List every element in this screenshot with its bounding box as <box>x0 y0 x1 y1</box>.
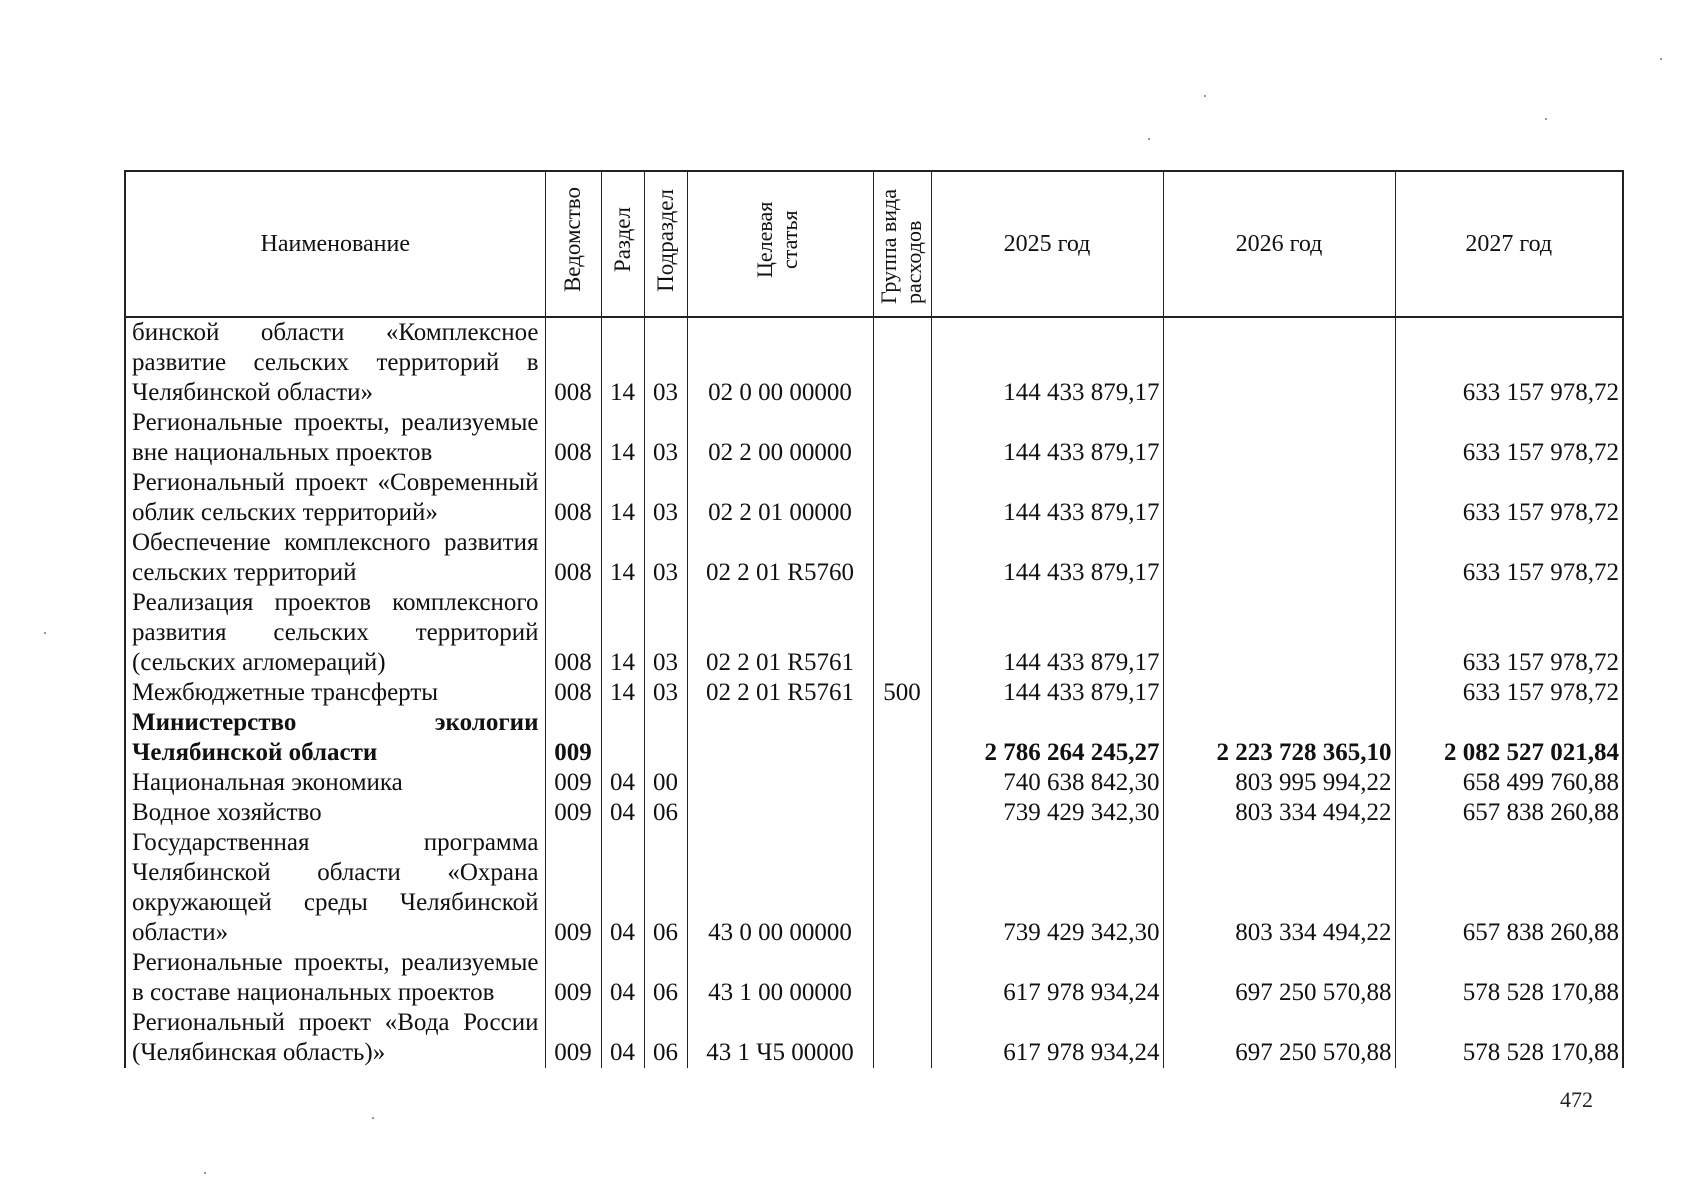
scan-speck <box>44 632 46 634</box>
row-name: Региональный проект «Вода России (Челябинская область)» <box>125 1008 545 1068</box>
row-expense-group-code <box>873 798 931 828</box>
row-amount-2027: 578 528 170,88 <box>1395 1008 1623 1068</box>
row-expense-group-code <box>873 828 931 948</box>
row-section-code: 14 <box>601 588 644 678</box>
row-section-code: 14 <box>601 678 644 708</box>
row-section-code: 04 <box>601 768 644 798</box>
row-target-item-code: 43 1 Ч5 00000 <box>687 1008 873 1068</box>
row-amount-2025: 740 638 842,30 <box>931 768 1163 798</box>
row-amount-2026 <box>1163 408 1395 468</box>
row-expense-group-code <box>873 768 931 798</box>
row-amount-2026: 803 334 494,22 <box>1163 798 1395 828</box>
row-department-code: 009 <box>545 1008 601 1068</box>
table-row <box>125 1008 1623 1068</box>
row-expense-group-code <box>873 408 931 468</box>
header-name-label: Наименование <box>260 231 411 257</box>
row-amount-2026: 697 250 570,88 <box>1163 1008 1395 1068</box>
row-name: Национальная экономика <box>125 768 545 798</box>
row-target-item-code: 02 2 01 R5761 <box>687 588 873 678</box>
row-amount-2025: 144 433 879,17 <box>931 317 1163 408</box>
table-body <box>125 317 1623 1068</box>
row-amount-2025: 739 429 342,30 <box>931 828 1163 948</box>
row-name: бинской области «Комплексное развитие сельских территорий в Челябинской области» <box>125 317 545 408</box>
row-section-code <box>601 708 644 768</box>
row-amount-2026 <box>1163 317 1395 408</box>
row-expense-group-code <box>873 317 931 408</box>
row-section-code: 04 <box>601 1008 644 1068</box>
row-amount-2027: 633 157 978,72 <box>1395 528 1623 588</box>
row-amount-2026: 803 995 994,22 <box>1163 768 1395 798</box>
row-section-code: 14 <box>601 468 644 528</box>
row-expense-group-code <box>873 708 931 768</box>
row-target-item-code <box>687 708 873 768</box>
table-header <box>125 171 1623 317</box>
header-target-item-label: Целевая статья <box>752 201 802 279</box>
row-subsection-code: 06 <box>644 948 687 1008</box>
row-amount-2025: 144 433 879,17 <box>931 408 1163 468</box>
row-target-item-code: 02 0 00 00000 <box>687 317 873 408</box>
row-department-code: 008 <box>545 678 601 708</box>
row-department-code: 008 <box>545 317 601 408</box>
row-name: Реализация проектов комплексного развития сельских территорий (сельских агломераций) <box>125 588 545 678</box>
row-amount-2025: 617 978 934,24 <box>931 948 1163 1008</box>
row-name: Региональные проекты, реализуемые в составе национальных проектов <box>125 948 545 1008</box>
row-subsection-code: 03 <box>644 468 687 528</box>
scan-speck <box>1545 118 1547 120</box>
row-subsection-code: 06 <box>644 828 687 948</box>
row-expense-group-code <box>873 588 931 678</box>
row-amount-2026 <box>1163 528 1395 588</box>
row-department-code: 009 <box>545 828 601 948</box>
header-year-2025 <box>931 171 1163 317</box>
header-year-2027-label: 2027 год <box>1465 231 1553 257</box>
scan-speck <box>1204 95 1206 97</box>
header-year-2026-label: 2026 год <box>1235 231 1323 257</box>
row-target-item-code: 02 2 01 R5761 <box>687 678 873 708</box>
table-row <box>125 317 1623 408</box>
scan-speck <box>1148 138 1150 140</box>
row-name: Межбюджетные трансферты <box>125 678 545 708</box>
row-amount-2027: 578 528 170,88 <box>1395 948 1623 1008</box>
header-year-2025-label: 2025 год <box>1003 231 1091 257</box>
row-amount-2027: 633 157 978,72 <box>1395 317 1623 408</box>
row-amount-2026: 697 250 570,88 <box>1163 948 1395 1008</box>
row-amount-2025: 617 978 934,24 <box>931 1008 1163 1068</box>
row-section-code: 14 <box>601 528 644 588</box>
header-section-label: Раздел <box>609 207 635 273</box>
row-amount-2026 <box>1163 468 1395 528</box>
header-expense-group <box>873 171 931 317</box>
row-target-item-code: 02 2 01 00000 <box>687 468 873 528</box>
row-subsection-code: 03 <box>644 678 687 708</box>
row-expense-group-code: 500 <box>873 678 931 708</box>
row-section-code: 14 <box>601 317 644 408</box>
header-year-2026 <box>1163 171 1395 317</box>
row-amount-2026 <box>1163 588 1395 678</box>
row-target-item-code <box>687 768 873 798</box>
row-amount-2025: 2 786 264 245,27 <box>931 708 1163 768</box>
row-department-code: 008 <box>545 528 601 588</box>
row-name: Водное хозяйство <box>125 798 545 828</box>
row-amount-2027: 657 838 260,88 <box>1395 828 1623 948</box>
row-subsection-code: 03 <box>644 317 687 408</box>
row-target-item-code: 02 2 00 00000 <box>687 408 873 468</box>
header-department <box>545 171 601 317</box>
header-subsection-label: Подраздел <box>652 188 678 292</box>
row-amount-2025: 144 433 879,17 <box>931 678 1163 708</box>
row-amount-2027: 633 157 978,72 <box>1395 468 1623 528</box>
row-department-code: 009 <box>545 708 601 768</box>
row-section-code: 14 <box>601 408 644 468</box>
table-row <box>125 588 1623 678</box>
row-subsection-code: 00 <box>644 768 687 798</box>
table-row <box>125 798 1623 828</box>
header-subsection <box>644 171 687 317</box>
row-amount-2027: 633 157 978,72 <box>1395 678 1623 708</box>
row-amount-2026 <box>1163 678 1395 708</box>
budget-table <box>124 170 1624 1068</box>
row-department-code: 008 <box>545 408 601 468</box>
table-row <box>125 468 1623 528</box>
row-target-item-code: 43 0 00 00000 <box>687 828 873 948</box>
row-amount-2025: 144 433 879,17 <box>931 588 1163 678</box>
row-department-code: 009 <box>545 768 601 798</box>
row-amount-2025: 739 429 342,30 <box>931 798 1163 828</box>
row-subsection-code <box>644 708 687 768</box>
row-section-code: 04 <box>601 828 644 948</box>
table-row <box>125 678 1623 708</box>
header-department-label: Ведомство <box>560 187 585 293</box>
row-department-code: 009 <box>545 948 601 1008</box>
row-subsection-code: 03 <box>644 588 687 678</box>
row-subsection-code: 06 <box>644 798 687 828</box>
row-target-item-code: 43 1 00 00000 <box>687 948 873 1008</box>
row-amount-2026: 803 334 494,22 <box>1163 828 1395 948</box>
row-amount-2025: 144 433 879,17 <box>931 528 1163 588</box>
row-target-item-code <box>687 798 873 828</box>
header-expense-group-label: Группа вида расходов <box>876 189 926 304</box>
row-department-code: 008 <box>545 588 601 678</box>
row-name: Региональные проекты, реализуемые вне национальных проектов <box>125 408 545 468</box>
row-name: Министерство экологии Челябинской области <box>125 708 545 768</box>
row-name: Региональный проект «Современный облик сельских территорий» <box>125 468 545 528</box>
row-amount-2025: 144 433 879,17 <box>931 468 1163 528</box>
header-row <box>125 171 1623 317</box>
table-row <box>125 408 1623 468</box>
row-department-code: 009 <box>545 798 601 828</box>
table-row <box>125 528 1623 588</box>
scan-speck <box>204 1172 206 1174</box>
row-amount-2027: 657 838 260,88 <box>1395 798 1623 828</box>
scan-speck <box>372 1117 374 1119</box>
row-amount-2027: 658 499 760,88 <box>1395 768 1623 798</box>
row-name: Государственная программа Челябинской области «Охрана окружающей среды Челябинской области» <box>125 828 545 948</box>
row-subsection-code: 06 <box>644 1008 687 1068</box>
header-name <box>125 171 545 317</box>
table-row <box>125 708 1623 768</box>
row-department-code: 008 <box>545 468 601 528</box>
table-row <box>125 768 1623 798</box>
row-subsection-code: 03 <box>644 408 687 468</box>
row-section-code: 04 <box>601 798 644 828</box>
header-section <box>601 171 644 317</box>
table-row <box>125 948 1623 1008</box>
header-year-2027 <box>1395 171 1623 317</box>
table-row <box>125 828 1623 948</box>
row-amount-2027: 633 157 978,72 <box>1395 588 1623 678</box>
row-expense-group-code <box>873 468 931 528</box>
row-name: Обеспечение комплексного развития сельских территорий <box>125 528 545 588</box>
row-amount-2026: 2 223 728 365,10 <box>1163 708 1395 768</box>
row-subsection-code: 03 <box>644 528 687 588</box>
header-target-item <box>687 171 873 317</box>
page-number: 472 <box>1560 1087 1593 1112</box>
row-amount-2027: 633 157 978,72 <box>1395 408 1623 468</box>
row-amount-2027: 2 082 527 021,84 <box>1395 708 1623 768</box>
scan-speck <box>1660 58 1662 60</box>
row-expense-group-code <box>873 528 931 588</box>
row-expense-group-code <box>873 948 931 1008</box>
row-target-item-code: 02 2 01 R5760 <box>687 528 873 588</box>
row-section-code: 04 <box>601 948 644 1008</box>
row-expense-group-code <box>873 1008 931 1068</box>
